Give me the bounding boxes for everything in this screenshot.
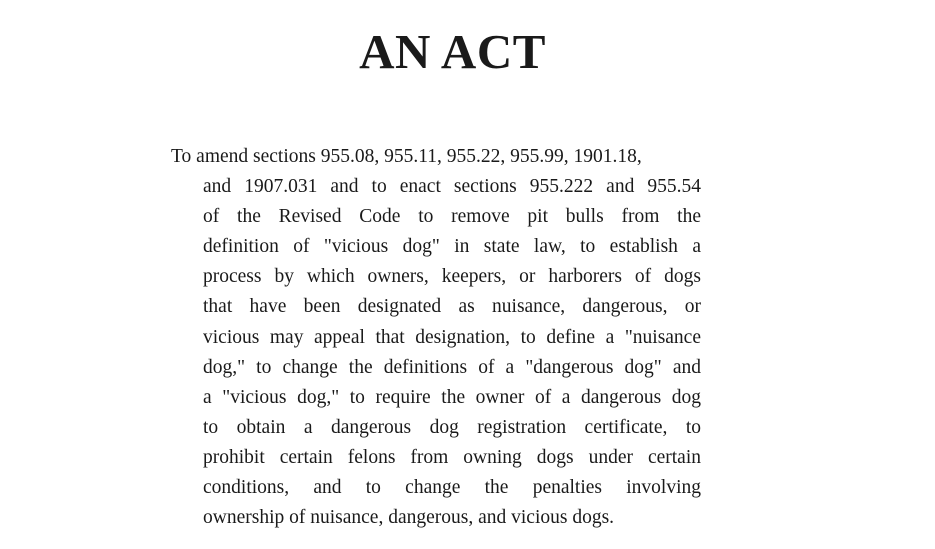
preamble-line: dog," to change the definitions of a "dangerous dog" and <box>203 356 701 378</box>
preamble-line: conditions, and to change the penalties involving <box>203 477 701 499</box>
act-preamble <box>171 142 701 533</box>
preamble-line: ownership of nuisance, dangerous, and vicious dogs. <box>203 507 615 529</box>
preamble-line: vicious may appeal that designation, to define a "nuisance <box>203 326 701 348</box>
preamble-line: process by which owners, keepers, or harborers of dogs <box>203 266 701 288</box>
preamble-line: to obtain a dangerous dog registration certificate, to <box>203 416 701 438</box>
preamble-line: of the Revised Code to remove pit bulls from the <box>203 206 701 228</box>
act-title: AN ACT <box>359 24 546 79</box>
preamble-line: and 1907.031 and to enact sections 955.222 and 955.54 <box>203 176 701 198</box>
preamble-line: To amend sections 955.08, 955.11, 955.22, 955.99, 1901.18, <box>171 146 642 167</box>
preamble-line: definition of "vicious dog" in state law, to establish a <box>203 236 701 258</box>
preamble-line: that have been designated as nuisance, dangerous, or <box>203 296 701 318</box>
preamble-line: a "vicious dog," to require the owner of a dangerous dog <box>203 386 701 408</box>
preamble-line: prohibit certain felons from owning dogs under certain <box>203 446 701 468</box>
